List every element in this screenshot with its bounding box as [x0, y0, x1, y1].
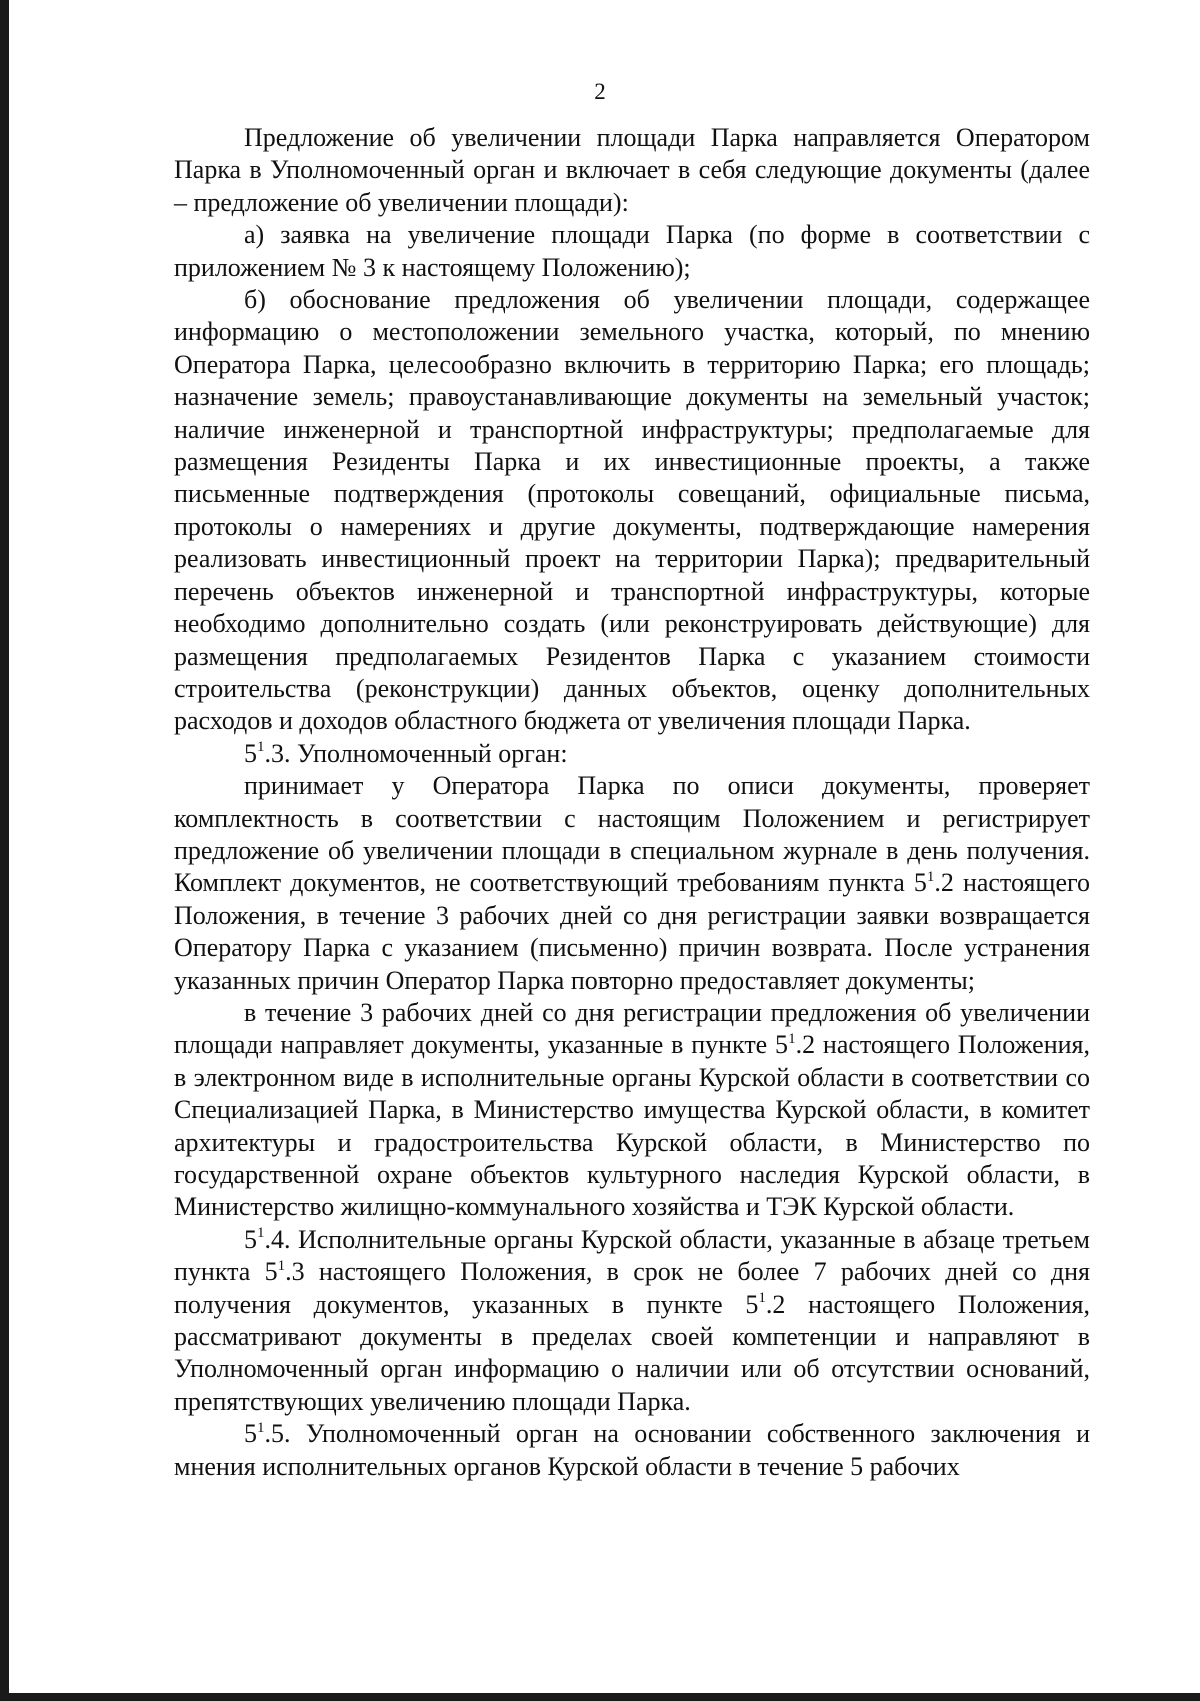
text-run: в течение 3 рабочих дней со дня регистрации предложения об увеличении площади направляет документы, указанные в пункте 5 [174, 997, 1090, 1060]
scan-edge-bottom [0, 1693, 1200, 1701]
paragraph-p4 [174, 738, 1090, 770]
paragraph-p6 [174, 997, 1090, 1224]
text-run: .2 настоящего Положения, рассматривают документы в пределах своей компетенции и направляют в Уполномоченный орган информацию о наличии или об отсутствии оснований, препятствующих увеличению площади Парка. [174, 1289, 1091, 1416]
text-run: 5 [244, 1419, 257, 1449]
superscript: 1 [758, 1289, 766, 1306]
superscript: 1 [277, 1257, 286, 1274]
text-run: .5. Уполномоченный орган на основании собственного заключения и мнения исполнительных органов Курской области в течение 5 рабочих [174, 1419, 1090, 1481]
text-run: 5 [244, 738, 257, 768]
text-run: .3 настоящего Положения, в срок не более 7 рабочих дней со дня получения документов, указанных в пункте 5 [174, 1257, 1090, 1319]
text-run: .2 настоящего Положения, в течение 3 рабочих дней со дня регистрации заявки возвращается Оператору Парка с указанием (письменно) причин возврата. После устранения указанных причин Оператор Парка повторно предоставляет документы; [174, 868, 1090, 995]
scan-edge-left [0, 0, 9, 1701]
superscript: 1 [257, 1225, 265, 1242]
paragraph-p3 [174, 284, 1090, 738]
text-run: .4. Исполнительные органы Курской области, указанные в абзаце третьем пункта 5 [174, 1224, 1090, 1287]
superscript: 1 [257, 739, 265, 756]
page-number: 2 [594, 79, 606, 104]
paragraph-p8 [174, 1418, 1090, 1483]
document-body [174, 122, 1090, 1483]
paragraph-p5 [174, 770, 1090, 997]
text-run: .3. Уполномоченный орган: [264, 738, 568, 768]
superscript: 1 [257, 1419, 265, 1436]
superscript: 1 [926, 868, 935, 885]
paragraph-p1 [174, 122, 1090, 219]
paragraph-p2 [174, 219, 1090, 284]
superscript: 1 [788, 1030, 796, 1047]
text-run: принимает у Оператора Парка по описи документы, проверяет комплектность в соответствии с настоящим Положением и регистрирует предложение об увеличении площади в специальном журнале в день получения. Комплект документов, не соответствующий требованиям пункта 5 [174, 771, 1090, 898]
paragraph-p7 [174, 1224, 1090, 1418]
text-run: 5 [244, 1224, 257, 1254]
text-run: .2 настоящего Положения, в электронном виде в исполнительные органы Курской области в соответствии со Специализацией Парка, в Министерство имущества Курской области, в комитет архитектуры и градостроительства Курской области, в Министерство по государственной охране объектов культурного наследия Курской области, в Министерство жилищно-коммунального хозяйства и ТЭК Курской области. [174, 1030, 1090, 1222]
text-run: б) обоснование предложения об увеличении площади, содержащее информацию о местоположении земельного участка, который, по мнению Оператора Парка, целесообразно включить в территорию Парка; его площадь; назначение земель; правоустанавливающие документы на земельный участок; наличие инженерной и транспортной инфраструктуры; предполагаемые для размещения Резиденты Парка и их инвестиционные проекты, а также письменные подтверждения (протоколы совещаний, официальные письма, протоколы о намерениях и другие документы, подтверждающие намерения реализовать инвестиционный проект на территории Парка); предварительный перечень объектов инженерной и транспортной инфраструктуры, которые необходимо дополнительно создать (или реконструировать действующие) для размещения предполагаемых Резидентов Парка с указанием стоимости строительства (реконструкции) данных объектов, оценку дополнительных расходов и доходов областного бюджета от увеличения площади Парка. [174, 285, 1090, 736]
text-run: Предложение об увеличении площади Парка направляется Оператором Парка в Уполномоченный орган и включает в себя следующие документы (далее – предложение об увеличении площади): [174, 123, 1090, 217]
text-run: а) заявка на увеличение площади Парка (по форме в соответствии с приложением № 3 к настоящему Положению); [174, 220, 1090, 282]
